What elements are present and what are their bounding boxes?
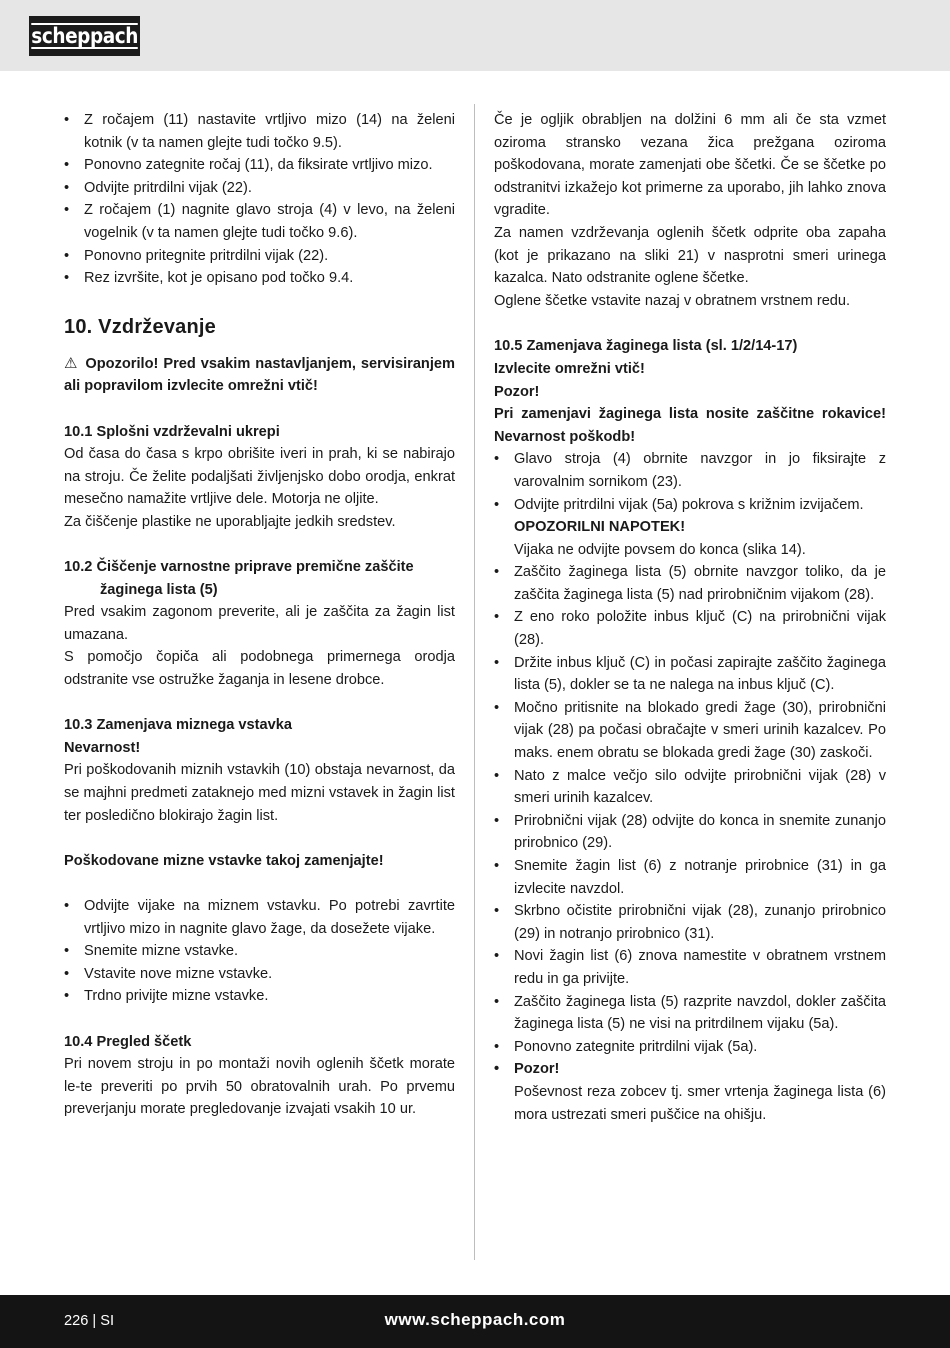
warning-text: Opozorilo! Pred vsakim nastavljanjem, servisiranjem ali popravilom izvlecite omrežni vtič! [64, 355, 455, 395]
insert-bullet-list [64, 895, 455, 1008]
bold-instruction: Poškodovane mizne vstavke takoj zamenjajte! [64, 852, 384, 869]
page-header [0, 0, 950, 71]
list-item: • Nato z malce večjo silo odvijte prirobnični vijak (28) v smeri urinih kazalcev. [494, 765, 886, 810]
subsection-title-line: žaginega lista (5) [100, 581, 218, 598]
gloves-warning: Pri zamenjavi žaginega lista nosite zaščitne rokavice! Nevarnost poškodb! [494, 406, 886, 445]
list-item: • Rez izvršite, kot je opisano pod točko 9.4. [64, 267, 455, 290]
list-item: • Odvijte pritrdilni vijak (22). [64, 177, 455, 200]
list-item: • Odvijte vijake na miznem vstavku. Po potrebi zavrtite vrtljivo mizo in nagnite glavo žage, da dosežete vijake. [64, 895, 455, 940]
subsection-title-line: 10.2 Čiščenje varnostne priprave premične zaščite [64, 559, 414, 576]
list-item: • Odvijte pritrdilni vijak (5a) pokrova s križnim izvijačem. [494, 494, 886, 517]
list-item: • Glavo stroja (4) obrnite navzgor in jo fiksirajte z varovalnim sornikom (23). [494, 448, 886, 493]
list-item: • Ponovno zategnite ročaj (11), da fiksirate vrtljivo mizo. [64, 154, 455, 177]
list-item: • Z ročajem (1) nagnite glavo stroja (4) v levo, na želeni vogelnik (v ta namen glejte tudi točko 9.6). [64, 199, 455, 244]
logo-text: scheppach [31, 24, 138, 48]
blade-bullet-list [494, 448, 886, 1126]
paragraph: S pomočjo čopiča ali podobnega primernega orodja odstranite vse ostružke žaganja in lesene drobce. [64, 649, 455, 689]
right-column [494, 109, 886, 1126]
left-column [64, 109, 455, 1121]
list-item: • Novi žagin list (6) znova namestite v obratnem vrstnem redu in ga privijte. [494, 945, 886, 990]
list-item: • Skrbno očistite prirobnični vijak (28), zunanjo prirobnico (29) in notranjo prirobnico (31). [494, 900, 886, 945]
paragraph: Pri novem stroju in po montaži novih oglenih ščetk morate le-te preveriti po prvih 50 obratovalnih urah. Po prvemu preverjanju morate pregledovanje izvajati vsakih 10 ur. [64, 1056, 455, 1118]
subsection-title-10-3: 10.3 Zamenjava miznega vstavka [64, 717, 292, 734]
paragraph: Za čiščenje plastike ne uporabljajte jedkih sredstev. [64, 513, 396, 530]
paragraph: Pred vsakim zagonom preverite, ali je zaščita za žagin list umazana. [64, 604, 455, 643]
list-item: • Zaščito žaginega lista (5) razprite navzdol, dokler zaščita žaginega lista (5) ne visi na pritrdilnem vijaku (5a). [494, 991, 886, 1036]
list-item: • Z ročajem (11) nastavite vrtljivo mizo (14) na želeni kotnik (v ta namen glejte tudi točko 9.5). [64, 109, 455, 154]
unplug-warning: Izvlecite omrežni vtič! [494, 360, 645, 377]
subsection-title-10-5: 10.5 Zamenjava žaginega lista (sl. 1/2/14-17) [494, 338, 798, 355]
list-item: • Z eno roko položite inbus ključ (C) na prirobnični vijak (28). [494, 606, 886, 651]
list-item: • Močno pritisnite na blokado gredi žage (30), prirobnični vijak (28) pa počasi obračajte v smeri urinih kazalcev. Po maks. enem obratu se blokada gredi žage (30) zaskoči. [494, 697, 886, 765]
website-link[interactable]: www.scheppach.com [384, 1310, 566, 1329]
list-item: • Zaščito žaginega lista (5) obrnite navzgor toliko, da je zaščita žaginega lista (5) nad prirobničnim vijakom (28). [494, 561, 886, 606]
warning-paragraph [64, 353, 455, 398]
column-divider [474, 104, 475, 1260]
caution-text: Poševnost reza zobcev tj. smer vrtenja žaginega lista (6) mora ustrezati smeri puščice na ohišju. [514, 1083, 886, 1123]
paragraph: Če je ogljik obrabljen na dolžini 6 mm ali če sta vzmet oziroma stransko vezana žica prežgana oziroma poškodovana, morate zamenjati obe ščetki. Če se ščetke po odstranitvi izkažejo kot primerne za uporabo, jih lahko znova vgradite. [494, 112, 886, 219]
section-title: 10. Vzdrževanje [64, 315, 216, 338]
paragraph: Oglene ščetke vstavite nazaj v obratnem vrstnem redu. [494, 292, 851, 309]
paragraph: Pri poškodovanih miznih vstavkih (10) obstaja nevarnost, da se majhni predmeti zataknejo med mizni vstavek in žagin list ter posledično blokirajo žagin list. [64, 762, 455, 824]
list-item: • Snemite mizne vstavke. [64, 940, 455, 963]
list-item: • Prirobnični vijak (28) odvijte do konca in snemite zunanjo prirobnico (29). [494, 810, 886, 855]
warning-note-text: Vijaka ne odvijte povsem do konca (slika 14). [514, 541, 806, 558]
subsection-title-10-4: 10.4 Pregled ščetk [64, 1033, 192, 1050]
page-footer [0, 1295, 950, 1348]
subsection-title-10-1: 10.1 Splošni vzdrževalni ukrepi [64, 423, 280, 440]
scheppach-logo [29, 16, 140, 56]
warning-triangle-icon: ⚠ [64, 354, 79, 372]
paragraph: Za namen vzdrževanja oglenih ščetk odprite oba zapaha (kot je prikazano na sliki 21) v nasprotni smeri urinega kazalca. Nato odstranite oglene ščetke. [494, 224, 886, 287]
caution-label: Pozor! [494, 383, 540, 400]
list-item: • Trdno privijte mizne vstavke. [64, 985, 455, 1008]
warning-note-title: OPOZORILNI NAPOTEK! [514, 519, 686, 536]
top-bullet-list [64, 109, 455, 290]
page-number: 226 | SI [64, 1313, 115, 1329]
list-item-caution: • Pozor! [494, 1058, 886, 1081]
list-item: • Ponovno pritegnite pritrdilni vijak (22). [64, 245, 455, 268]
paragraph: Od časa do časa s krpo obrišite iveri in prah, ki se nabirajo na stroju. Če želite podaljšati življenjsko dobo orodja, enkrat mesečno namažite vrtljive dele. Motorja ne oljite. [64, 446, 455, 508]
list-item: • Ponovno zategnite pritrdilni vijak (5a). [494, 1036, 886, 1059]
list-item: • Držite inbus ključ (C) in počasi zapirajte zaščito žaginega lista (5), dokler se ta ne nalega na inbus ključ (C). [494, 652, 886, 697]
list-item: • Vstavite nove mizne vstavke. [64, 963, 455, 986]
subsection-title-10-2 [64, 556, 455, 601]
danger-label: Nevarnost! [64, 739, 141, 756]
list-item: • Snemite žagin list (6) z notranje prirobnice (31) in ga izvlecite navzdol. [494, 855, 886, 900]
